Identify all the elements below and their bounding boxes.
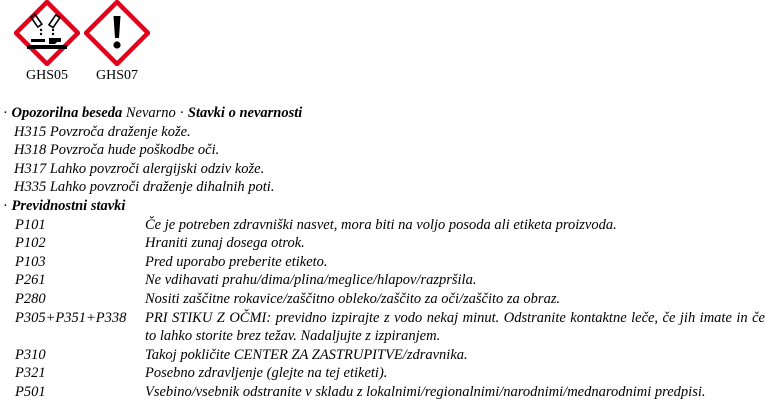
precautionary-item <box>3 253 765 272</box>
precautionary-text: Posebno zdravljenje (glejte na tej etiketi). <box>145 365 388 382</box>
exclamation-icon <box>84 0 150 66</box>
precautionary-item <box>3 309 765 346</box>
corrosion-icon <box>14 0 80 66</box>
precautionary-title: Previdnostni stavki <box>11 197 126 214</box>
precautionary-heading <box>3 197 765 216</box>
signal-word-label: Opozorilna beseda <box>11 105 123 121</box>
bullet: · <box>3 197 8 214</box>
signal-word-value: Nevarno <box>125 105 176 121</box>
hazard-statements-title: Stavki o nevarnosti <box>187 105 303 121</box>
precautionary-code: P103 <box>15 253 46 270</box>
precautionary-item <box>3 364 765 383</box>
precautionary-item <box>3 346 765 365</box>
precautionary-code: P305+P351+P338 <box>15 309 127 326</box>
precautionary-text: Vsebino/vsebnik odstranite v skladu z lokalnimi/regionalnimi/narodnimi/mednarodnimi predpisi. <box>145 383 706 400</box>
precautionary-code: P101 <box>15 216 46 233</box>
hazard-document <box>3 104 765 402</box>
precautionary-text: PRI STIKU Z OČMI: previdno izpirajte z vodo nekaj minut. Odstranite kontaktne leče, če jih imate in če to lahko storite brez težav. Nadaljujte z izpiranjem. <box>145 309 765 345</box>
precautionary-code: P261 <box>15 272 46 289</box>
signal-word-line <box>3 104 765 123</box>
precautionary-text: Takoj pokličite CENTER ZA ZASTRUPITVE/zdravnika. <box>145 346 468 363</box>
precautionary-item <box>3 290 765 309</box>
precautionary-text: Pred uporabo preberite etiketo. <box>145 253 328 270</box>
precautionary-item <box>3 383 765 402</box>
bullet: · <box>3 105 8 121</box>
precautionary-code: P501 <box>15 383 46 400</box>
precautionary-item <box>3 234 765 253</box>
precautionary-text: Če je potreben zdravniški nasvet, mora biti na voljo posoda ali etiketa proizvoda. <box>145 216 617 233</box>
precautionary-code: P310 <box>15 346 46 363</box>
pictogram-ghs07 <box>82 0 152 84</box>
hazard-statement: H318 Povzroča hude poškodbe oči. <box>14 142 220 159</box>
pictogram-label: GHS07 <box>95 68 138 83</box>
precautionary-text: Hraniti zunaj dosega otrok. <box>145 235 305 252</box>
separator: · <box>179 105 185 121</box>
precautionary-text: Ne vdihavati prahu/dima/plina/meglice/hlapov/razpršila. <box>145 272 477 289</box>
precautionary-text: Nositi zaščitne rokavice/zaščitno obleko/zaščito za oči/zaščito za obraz. <box>145 290 561 307</box>
hazard-statement: H317 Lahko povzroči alergijski odziv kože. <box>14 160 265 177</box>
precautionary-code: P321 <box>15 365 46 382</box>
precautionary-code: P102 <box>15 235 46 252</box>
precautionary-item <box>3 271 765 290</box>
pictogram-group <box>12 0 162 92</box>
hazard-statement: H335 Lahko povzroči draženje dihalnih poti. <box>14 179 275 196</box>
precautionary-code: P280 <box>15 290 46 307</box>
pictogram-label: GHS05 <box>25 68 68 83</box>
pictogram-ghs05 <box>12 0 82 84</box>
precautionary-item <box>3 216 765 235</box>
hazard-statement: H315 Povzroča draženje kože. <box>14 123 191 140</box>
